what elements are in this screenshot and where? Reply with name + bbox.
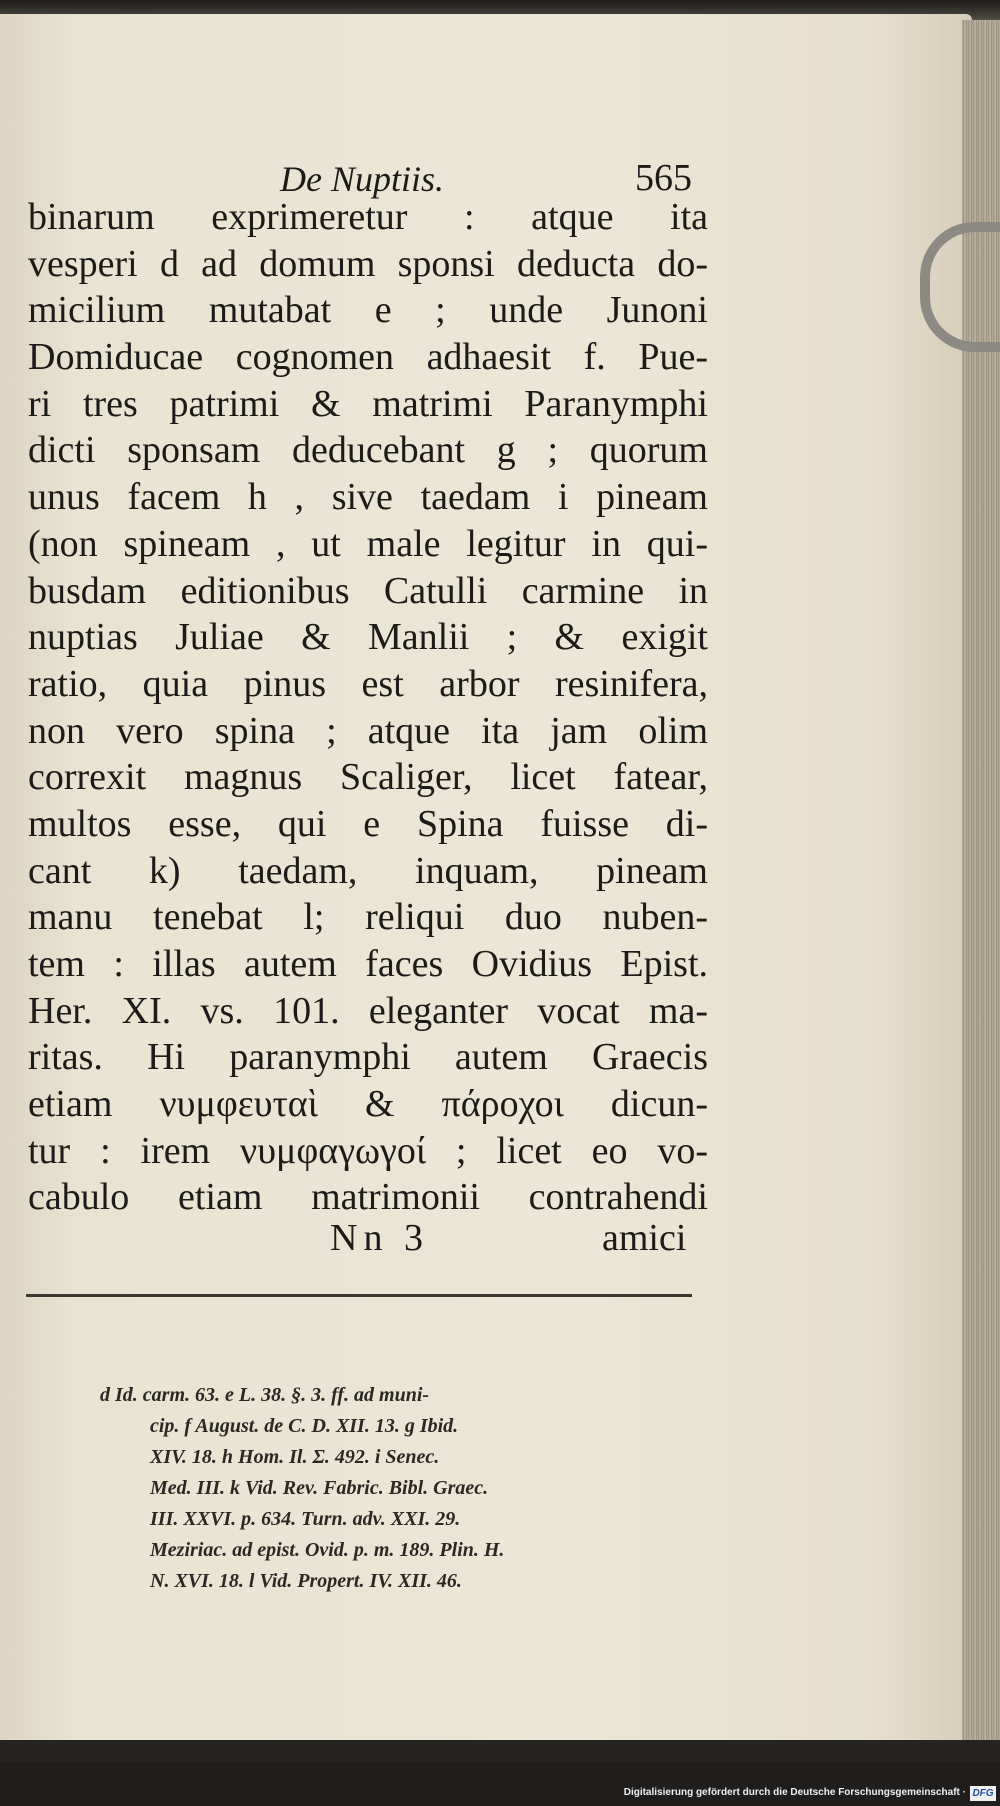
signature-mark: Nn 3 xyxy=(330,1217,429,1259)
footnote-line: cip. f August. de C. D. XII. 13. g Ibid. xyxy=(150,1415,459,1437)
text-line: nuptias Juliae & Manlii ; & exigit xyxy=(28,616,708,659)
text-line: multos esse, qui e Spina fuisse di- xyxy=(28,802,708,845)
footnote-line: Med. III. k Vid. Rev. Fabric. Bibl. Graec. xyxy=(150,1477,489,1499)
text-line: vesperi d ad domum sponsi deducta do- xyxy=(28,242,708,285)
text-line: cabulo etiam matrimonii contrahendi xyxy=(28,1176,708,1219)
text-line: ratio, quia pinus est arbor resinifera, xyxy=(28,662,708,705)
text-line: unus facem h , sive taedam i pineam xyxy=(28,476,708,519)
text-line: binarum exprimeretur : atque ita xyxy=(28,196,708,238)
text-line: Her. XI. vs. 101. eleganter vocat ma- xyxy=(28,989,708,1032)
running-title: De Nuptiis. xyxy=(280,159,445,199)
text-line: micilium mutabat e ; unde Junoni xyxy=(28,289,708,332)
text-line: correxit magnus Scaliger, licet fatear, xyxy=(28,756,708,799)
text-line: ri tres patrimi & matrimi Paranymphi xyxy=(28,382,708,425)
text-line: etiam νυμφευταὶ & πάροχοι dicun- xyxy=(28,1083,708,1126)
page-clip xyxy=(920,222,1000,352)
footnote-line: III. XXVI. p. 634. Turn. adv. XXI. 29. xyxy=(150,1508,461,1530)
text-line: tem : illas autem faces Ovidius Epist. xyxy=(28,943,708,985)
catchword: amici xyxy=(602,1217,687,1259)
text-line: (non spineam , ut male legitur in qui- xyxy=(28,522,708,565)
text-line: Domiducae cognomen adhaesit f. Pue- xyxy=(28,336,708,379)
text-line: dicti sponsam deducebant g ; quorum xyxy=(28,429,708,472)
footnote-line: N. XVI. 18. l Vid. Propert. IV. XII. 46. xyxy=(150,1570,462,1592)
catch-line xyxy=(0,1216,972,1266)
footnote-line: d Id. carm. 63. e L. 38. §. 3. ff. ad muni- xyxy=(100,1384,430,1406)
page-number: 565 xyxy=(635,157,692,199)
text-line: tur : irem νυμφαγωγοί ; licet eo vo- xyxy=(28,1129,708,1172)
main-text xyxy=(28,194,708,1221)
footnote-line: XIV. 18. h Hom. Il. Σ. 492. i Senec. xyxy=(150,1446,440,1468)
text-line: busdam editionibus Catulli carmine in xyxy=(28,569,708,612)
text-line: non vero spina ; atque ita jam olim xyxy=(28,709,708,752)
footnote-rule xyxy=(26,1294,692,1297)
footnotes xyxy=(100,1380,700,1597)
text-line: manu tenebat l; reliqui duo nuben- xyxy=(28,896,708,939)
digitization-credit: Digitalisierung gefördert durch die Deutsche Forschungsgemeinschaft · xyxy=(623,1787,966,1798)
text-line: ritas. Hi paranymphi autem Graecis xyxy=(28,1036,708,1079)
text-line: cant k) taedam, inquam, pineam xyxy=(28,849,708,892)
footnote-line: Meziriac. ad epist. Ovid. p. m. 189. Plin. H. xyxy=(150,1539,505,1561)
dfg-logo: DFG xyxy=(970,1786,996,1801)
